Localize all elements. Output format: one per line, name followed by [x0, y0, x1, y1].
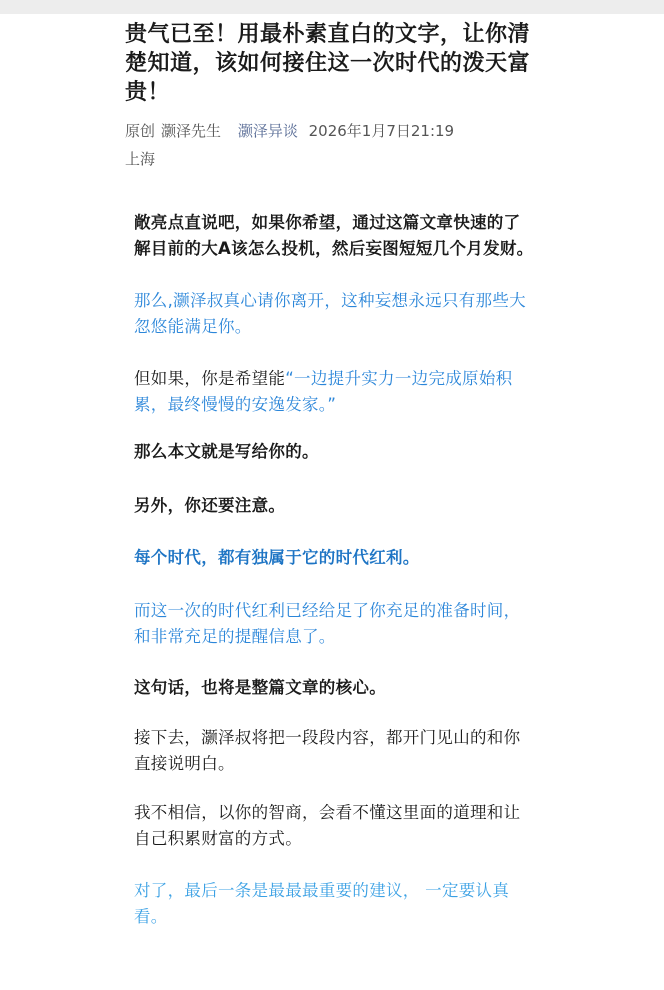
paragraph-1: 敞亮点直说吧，如果你希望，通过这篇文章快速的了解目前的大A该怎么投机，然后妄图短短几个月发财。: [134, 213, 534, 258]
paragraph-11: 对了，最后一条是最最最重要的建议， 一定要认真看。: [134, 881, 510, 926]
original-tag: 原创: [125, 122, 156, 140]
paragraph-2: 那么,灏泽叔真心请你离开，这种妄想永远只有那些大忽悠能满足你。: [134, 291, 526, 336]
paragraph-6: 每个时代，都有独属于它的时代红利。: [134, 548, 420, 567]
publish-time: 2026年1月7日21:19: [308, 122, 455, 140]
author-name: 灏泽先生: [161, 122, 222, 140]
paragraph-9: 接下去，灏泽叔将把一段段内容，都开门见山的和你直接说明白。: [134, 728, 521, 773]
paragraph-8: 这句话，也将是整篇文章的核心。: [134, 678, 386, 697]
paragraph-5: 另外，你还要注意。: [134, 496, 286, 515]
paragraph-3: [134, 366, 534, 418]
paragraph-3-quote: “一边提升实力一边完成原始积累，最终慢慢的安逸发家。”: [134, 369, 513, 414]
paragraph-7: 而这一次的时代红利已经给足了你充足的准备时间，和非常充足的提醒信息了。: [134, 601, 521, 646]
paragraph-3-prefix: 但如果，你是希望能: [134, 369, 286, 388]
paragraph-10: 我不相信，以你的智商，会看不懂这里面的道理和让自己积累财富的方式。: [134, 803, 521, 848]
account-link[interactable]: 灏泽异谈: [237, 122, 298, 140]
paragraph-4: 那么本文就是写给你的。: [134, 442, 319, 461]
article-meta: [125, 117, 545, 173]
publish-location: 上海: [125, 150, 156, 168]
article-title: 贵气已至！用最朴素直白的文字，让你清楚知道，该如何接住这一次时代的泼天富贵！: [125, 22, 531, 105]
